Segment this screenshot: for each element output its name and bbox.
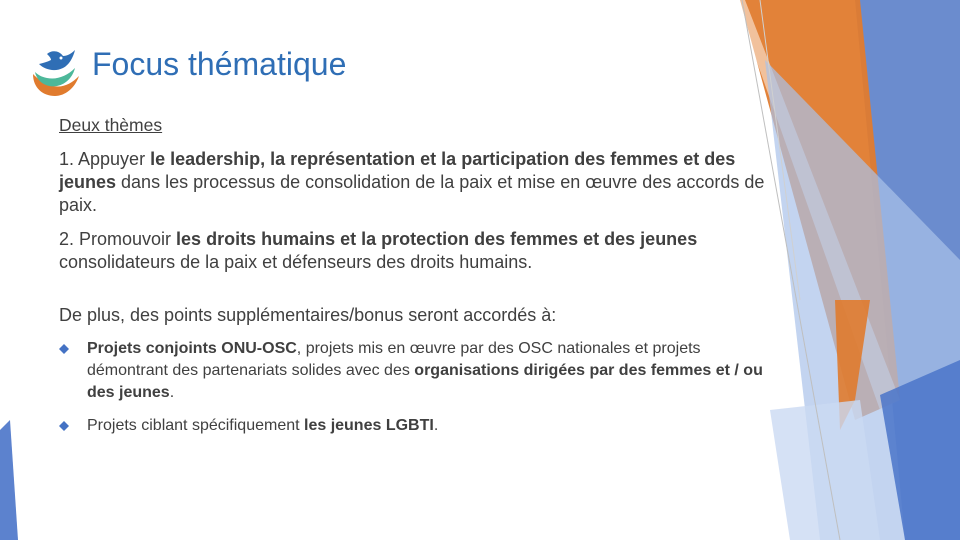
bullet-1-bold-1: Projets conjoints ONU-OSC [87,340,297,357]
slide-content [59,114,769,448]
dove-logo-icon [27,44,83,100]
theme-1-paragraph [59,148,769,217]
bullet-1-text-2: . [169,384,175,401]
bonus-intro: De plus, des points supplémentaires/bonus seront accordés à: [59,305,557,325]
theme-2-bold: les droits humains et la protection des femmes et des jeunes [176,229,698,249]
theme-1-prefix: 1. Appuyer [59,149,151,169]
theme-1-bold: le leadership, la représentation et la participation des femmes et des jeunes [59,149,736,192]
bullet-2-text-2: . [433,417,439,434]
slide-title: Focus thématique [92,46,347,82]
theme-2-paragraph [59,228,769,274]
bullet-2-text-1: Projets ciblant spécifiquement [87,417,304,434]
theme-2-rest: consolidateurs de la paix et défenseurs des droits humains. [59,252,533,272]
list-item [59,338,769,404]
bonus-list [59,338,769,437]
diamond-bullet-icon [59,421,69,431]
bullet-1-bold-2: organisations dirigées par des femmes et / ou des jeunes [87,362,763,401]
theme-1-rest: dans les processus de consolidation de la paix et mise en œuvre des accords de paix. [59,172,765,215]
bullet-1-text-1: , projets mis en œuvre par des OSC nationales et projets démontrant des partenariats solides avec des [87,340,701,379]
section-subtitle: Deux thèmes [59,115,163,135]
bullet-2-bold-1: les jeunes LGBTI [304,417,434,434]
theme-2-prefix: 2. Promouvoir [59,229,177,249]
diamond-bullet-icon [59,344,69,354]
list-item [59,415,769,437]
